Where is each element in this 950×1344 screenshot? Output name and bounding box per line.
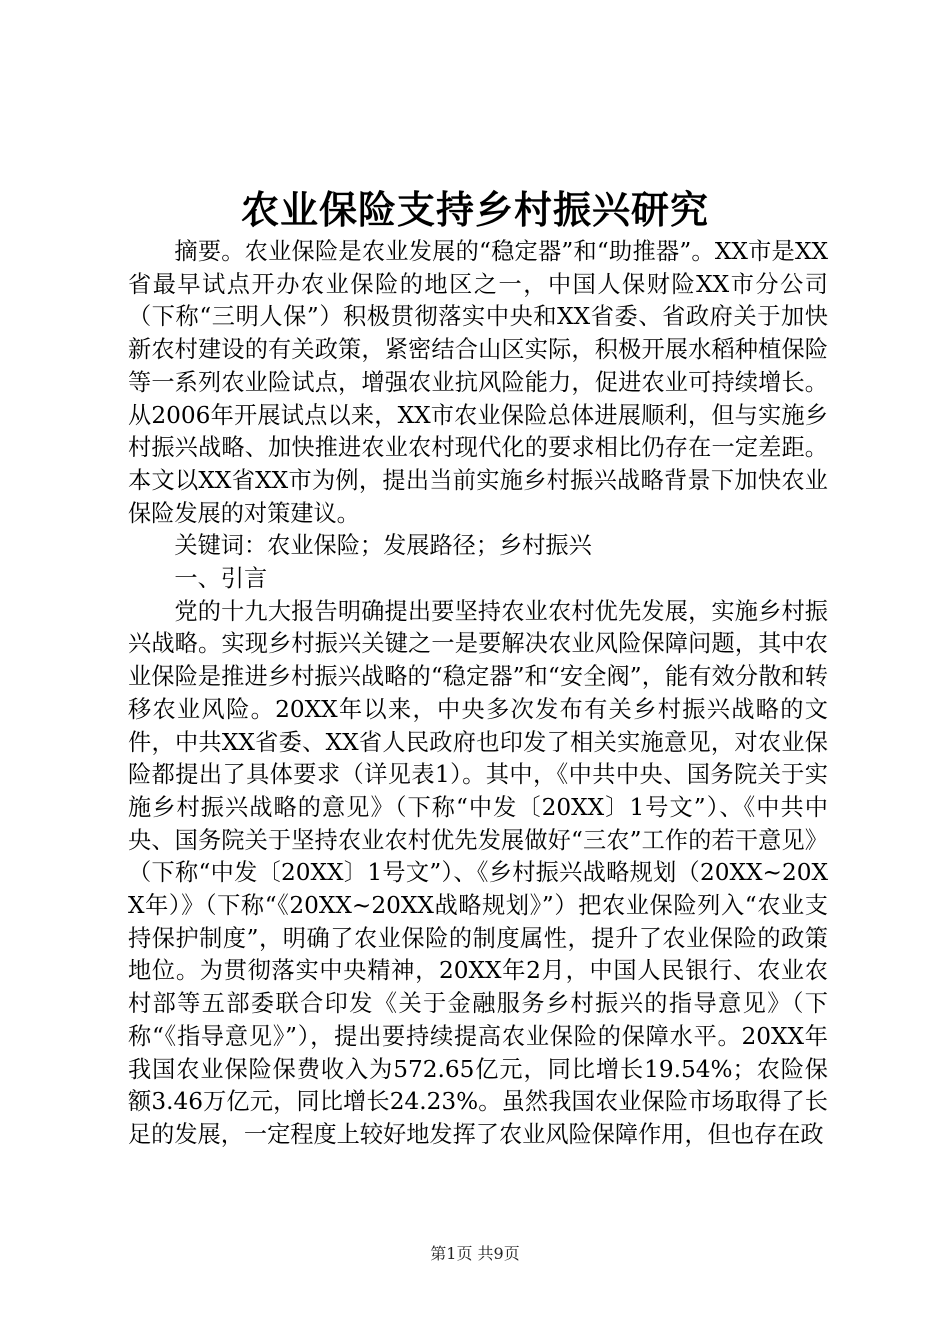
document-body [128,236,828,1152]
keywords-line: 关键词：农业保险；发展路径；乡村振兴 [174,532,592,560]
document-title: 农业保险支持乡村振兴研究 [240,187,709,232]
abstract-paragraph: 摘要。农业保险是农业发展的“稳定器”和“助推器”。XX市是XX省最早试点开办农业保险的地区之一，中国人保财险XX市分公司（下称“三明人保”）积极贯彻落实中央和XX省委、省政府关于加快新农村建设的有关政策，紧密结合山区实际，积极开展水稻种植保险等一系列农业险试点，增强农业抗风险能力，促进农业可持续增长。从2006年开展试点以来，XX市农业保险总体进展顺利，但与实施乡村振兴战略、加快推进农业农村现代化的要求相比仍存在一定差距。本文以XX省XX市为例，提出当前实施乡村振兴战略背景下加快农业保险发展的对策建议。 [128,238,828,527]
section-heading: 一、引言 [174,565,268,593]
page-footer: 第1页 共9页 [430,1244,520,1263]
body-paragraph: 党的十九大报告明确提出要坚持农业农村优先发展，实施乡村振兴战略。实现乡村振兴关键之一是要解决农业风险保障问题，其中农业保险是推进乡村振兴战略的“稳定器”和“安全阀”，能有效分散和转移农业风险。20XX年以来，中央多次发布有关乡村振兴战略的文件，中共XX省委、XX省人民政府也印发了相关实施意见，对农业保险都提出了具体要求（详见表1）。其中，《中共中央、国务院关于实施乡村振兴战略的意见》（下称“中发〔20XX〕1号文”）、《中共中央、国务院关于坚持农业农村优先发展做好“三农”工作的若干意见》（下称“中发〔20XX〕1号文”）、《乡村振兴战略规划（20XX~20XX年）》（下称“《20XX~20XX战略规划》”）把农业保险列入“农业支持保护制度”，明确了农业保险的制度属性，提升了农业保险的政策地位。为贯彻落实中央精神，20XX年2月，中国人民银行、农业农村部等五部委联合印发《关于金融服务乡村振兴的指导意见》（下称“《指导意见》”），提出要持续提高农业保险的保障水平。20XX年我国农业保险保费收入为572.65亿元，同比增长19.54%；农险保额3.46万亿元，同比增长24.23%。虽然我国农业保险市场取得了长足的发展，一定程度上较好地发挥了农业风险保障作用，但也存在政 [128,597,828,1148]
